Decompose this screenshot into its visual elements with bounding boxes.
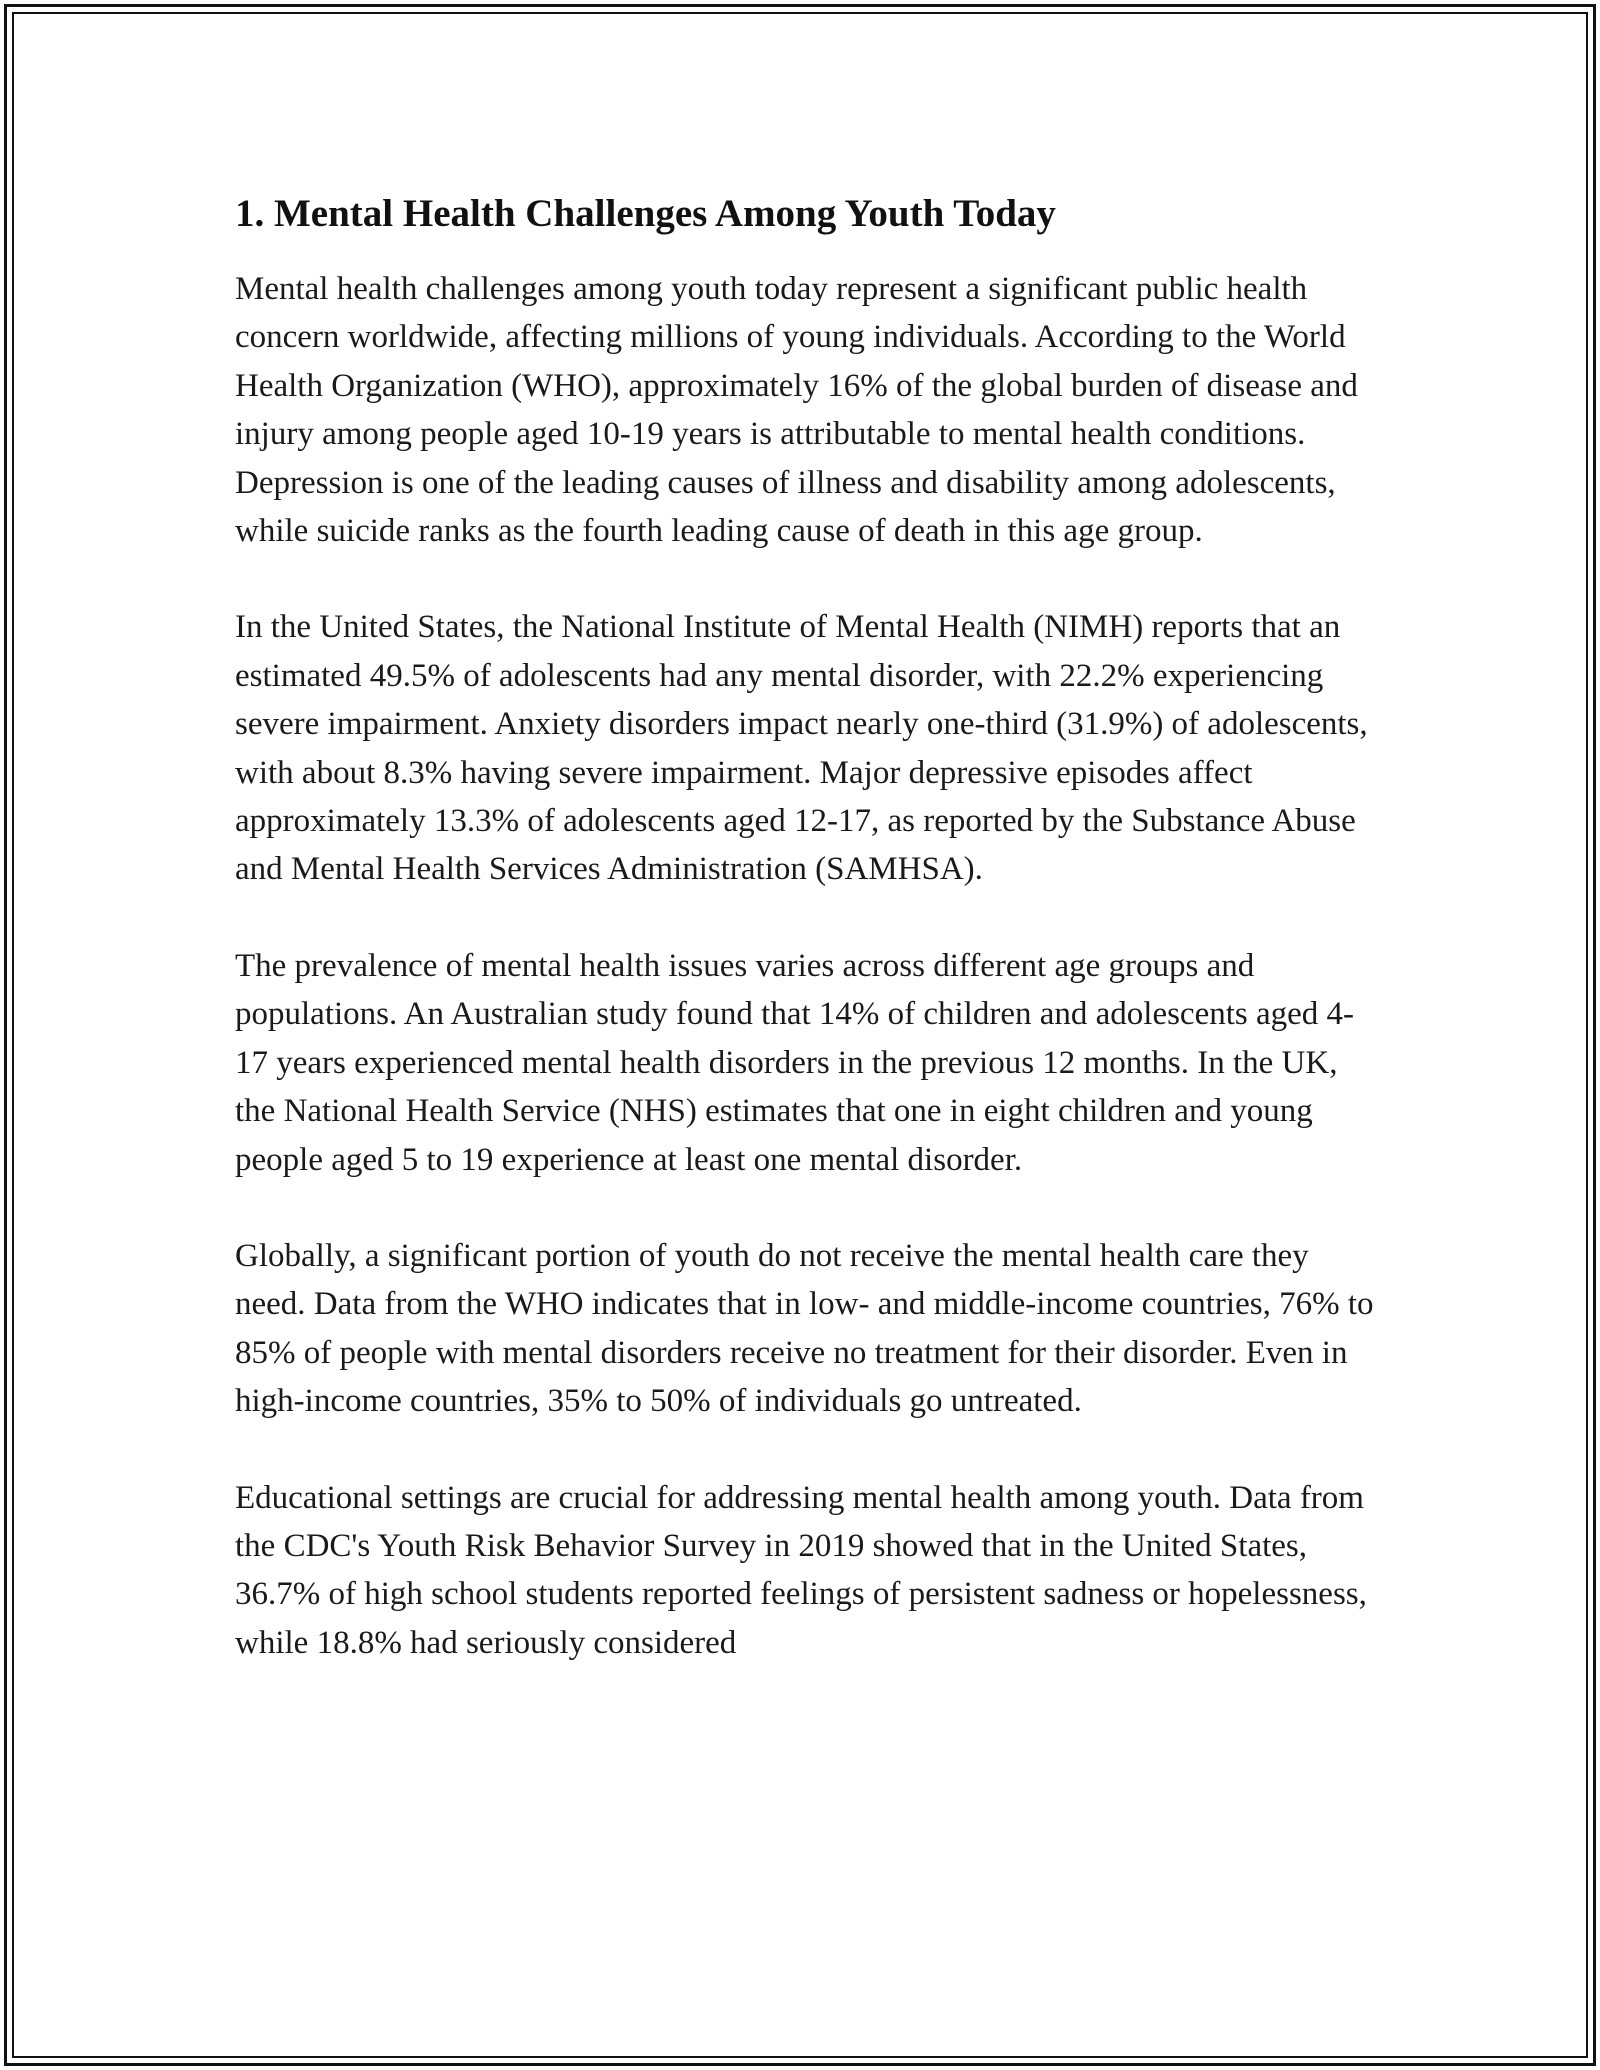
section-heading: 1. Mental Health Challenges Among Youth Today (235, 192, 1056, 235)
paragraph-educational-settings: Educational settings are crucial for addressing mental health among youth. Data from the CDC's Youth Risk Behavior Survey in 2019 showed that in the United States, 36.7% of high school students reported feelings of persistent sadness or hopelessness, while 18.8% had seriously considered (235, 1479, 1367, 1661)
paragraph-who-overview: Mental health challenges among youth today represent a significant public health concern worldwide, affecting millions of young individuals. According to the World Health Organization (WHO), approximately 16% of the global burden of disease and injury among people aged 10-19 years is attributable to mental health conditions. Depression is one of the leading causes of illness and disability among adolescents, while suicide ranks as the fourth leading cause of death in this age group. (235, 271, 1358, 550)
paragraph-us-statistics: In the United States, the National Institute of Mental Health (NIMH) reports that an estimated 49.5% of adolescents had any mental disorder, with 22.2% experiencing severe impairment. Anxiety disorders impact nearly one-third (31.9%) of adolescents, with about 8.3% having severe impairment. Major depressive episodes affect approximately 13.3% of adolescents aged 12-17, as reported by the Substance Abuse and Mental Health Services Administration (SAMHSA). (235, 609, 1368, 888)
document-content (235, 185, 1375, 1715)
paragraph-prevalence: The prevalence of mental health issues varies across different age groups and populations. An Australian study found that 14% of children and adolescents aged 4-17 years experienced mental health disorders in the previous 12 months. In the UK, the National Health Service (NHS) estimates that one in eight children and young people aged 5 to 19 experience at least one mental disorder. (235, 947, 1355, 1178)
paragraph-treatment-gap: Globally, a significant portion of youth do not receive the mental health care they need. Data from the WHO indicates that in low- and middle-income countries, 76% to 85% of people with mental disorders receive no treatment for their disorder. Even in high-income countries, 35% to 50% of individuals go untreated. (235, 1237, 1374, 1420)
